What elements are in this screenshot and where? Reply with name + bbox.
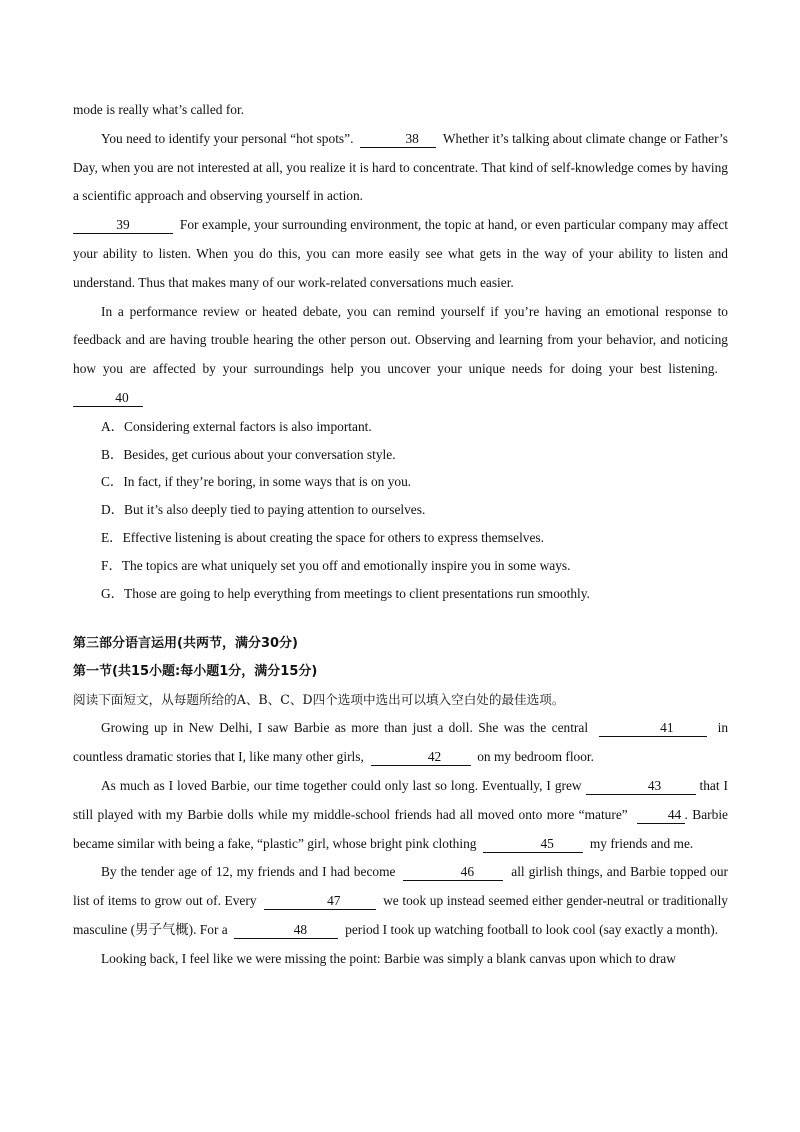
passage-text: Whether it’s talking about climate change or Father’s Day, when you are not interested at all, you realize it is hard to concentrate. That kind of self-knowledge comes by having a scientific approach and observing yourself in action. <box>73 130 728 204</box>
exam-page <box>73 96 728 974</box>
passage-text: By the tender age of 12, my friends and I had become <box>101 864 396 880</box>
passage-text: that I still played with my Barbie dolls while my middle-school friends had all moved onto more “mature” <box>73 777 728 822</box>
passage-text: my friends and me. <box>589 835 694 851</box>
blank-43: 43 <box>586 778 696 795</box>
option-b: B．Besides, get curious about your conversation style. <box>101 446 396 462</box>
subsection-heading: 第一节(共15小题:每小题1分，满分15分) <box>73 664 318 680</box>
blank-41: 41 <box>599 720 707 737</box>
blank-40: 40 <box>73 390 143 407</box>
passage-text: in countless dramatic stories that I, like many other girls, <box>73 720 729 765</box>
passage-paragraph <box>73 298 728 413</box>
option-d: D．But it’s also deeply tied to paying attention to ourselves. <box>101 502 426 518</box>
passage-text: . Barbie became similar with being a fake, “plastic” girl, whose bright pink clothing <box>73 806 728 851</box>
option-c: C．In fact, if they’re boring, in some ways that is on you. <box>101 474 412 490</box>
blank-46: 46 <box>403 864 503 881</box>
passage-text: all girlish things, and Barbie topped our list of items to grow out of. Every <box>73 864 728 909</box>
passage-text: You need to identify your personal “hot spots”. <box>101 130 354 146</box>
blank-39: 39 <box>73 217 173 234</box>
passage-text: we took up instead seemed either gender-neutral or traditionally masculine (男子气概). For a <box>73 893 728 937</box>
passage-text: Growing up in New Delhi, I saw Barbie as more than just a doll. She was the central <box>101 720 589 736</box>
option-f: F．The topics are what uniquely set you off and emotionally inspire you in some ways. <box>101 557 571 573</box>
passage-text: on my bedroom floor. <box>477 749 595 765</box>
passage-paragraph <box>73 211 728 297</box>
passage-paragraph <box>73 125 728 211</box>
blank-47: 47 <box>264 893 376 910</box>
passage-text: For example, your surrounding environment, the topic at hand, or even particular company may affect your ability to listen. When you do this, you can more easily see what gets in the way of your ability to listen and understand. Thus that makes many of our work-related conversations much easier. <box>73 217 728 290</box>
blank-44: 44 <box>637 807 685 824</box>
passage-paragraph: Looking back, I feel like we were missing the point: Barbie was simply a blank canvas upon which to draw <box>101 950 676 966</box>
passage-text: period I took up watching football to look cool (say exactly a month). <box>345 921 719 937</box>
blank-45: 45 <box>483 836 583 853</box>
passage-paragraph <box>73 714 728 772</box>
option-g: G．Those are going to help everything from meetings to client presentations run smoothly. <box>101 585 590 601</box>
option-list <box>73 413 728 608</box>
blank-42: 42 <box>371 749 471 766</box>
passage-text: In a performance review or heated debate, you can remind yourself if you’re having an emotional response to feedback and are having trouble hearing the other person out. Observing and learning from your behavior, and noticing how you are affected by your surroundings help you uncover your unique needs for doing your best listening. <box>73 303 728 377</box>
blank-48: 48 <box>234 922 338 939</box>
option-a: A．Considering external factors is also important. <box>101 418 372 434</box>
section-heading: 第三部分语言运用(共两节，满分30分) <box>73 636 298 652</box>
section-gap <box>73 607 728 630</box>
option-e: E．Effective listening is about creating the space for others to express themselves. <box>101 529 544 545</box>
passage-paragraph <box>73 772 728 858</box>
instruction: 阅读下面短文，从每题所给的A、B、C、D四个选项中选出可以填入空白处的最佳选项。 <box>73 692 565 708</box>
passage-line: mode is really what’s called for. <box>73 102 245 117</box>
passage-text: As much as I loved Barbie, our time together could only last so long. Eventually, I grew <box>101 777 582 793</box>
blank-38: 38 <box>360 131 436 148</box>
passage-paragraph <box>73 858 728 944</box>
